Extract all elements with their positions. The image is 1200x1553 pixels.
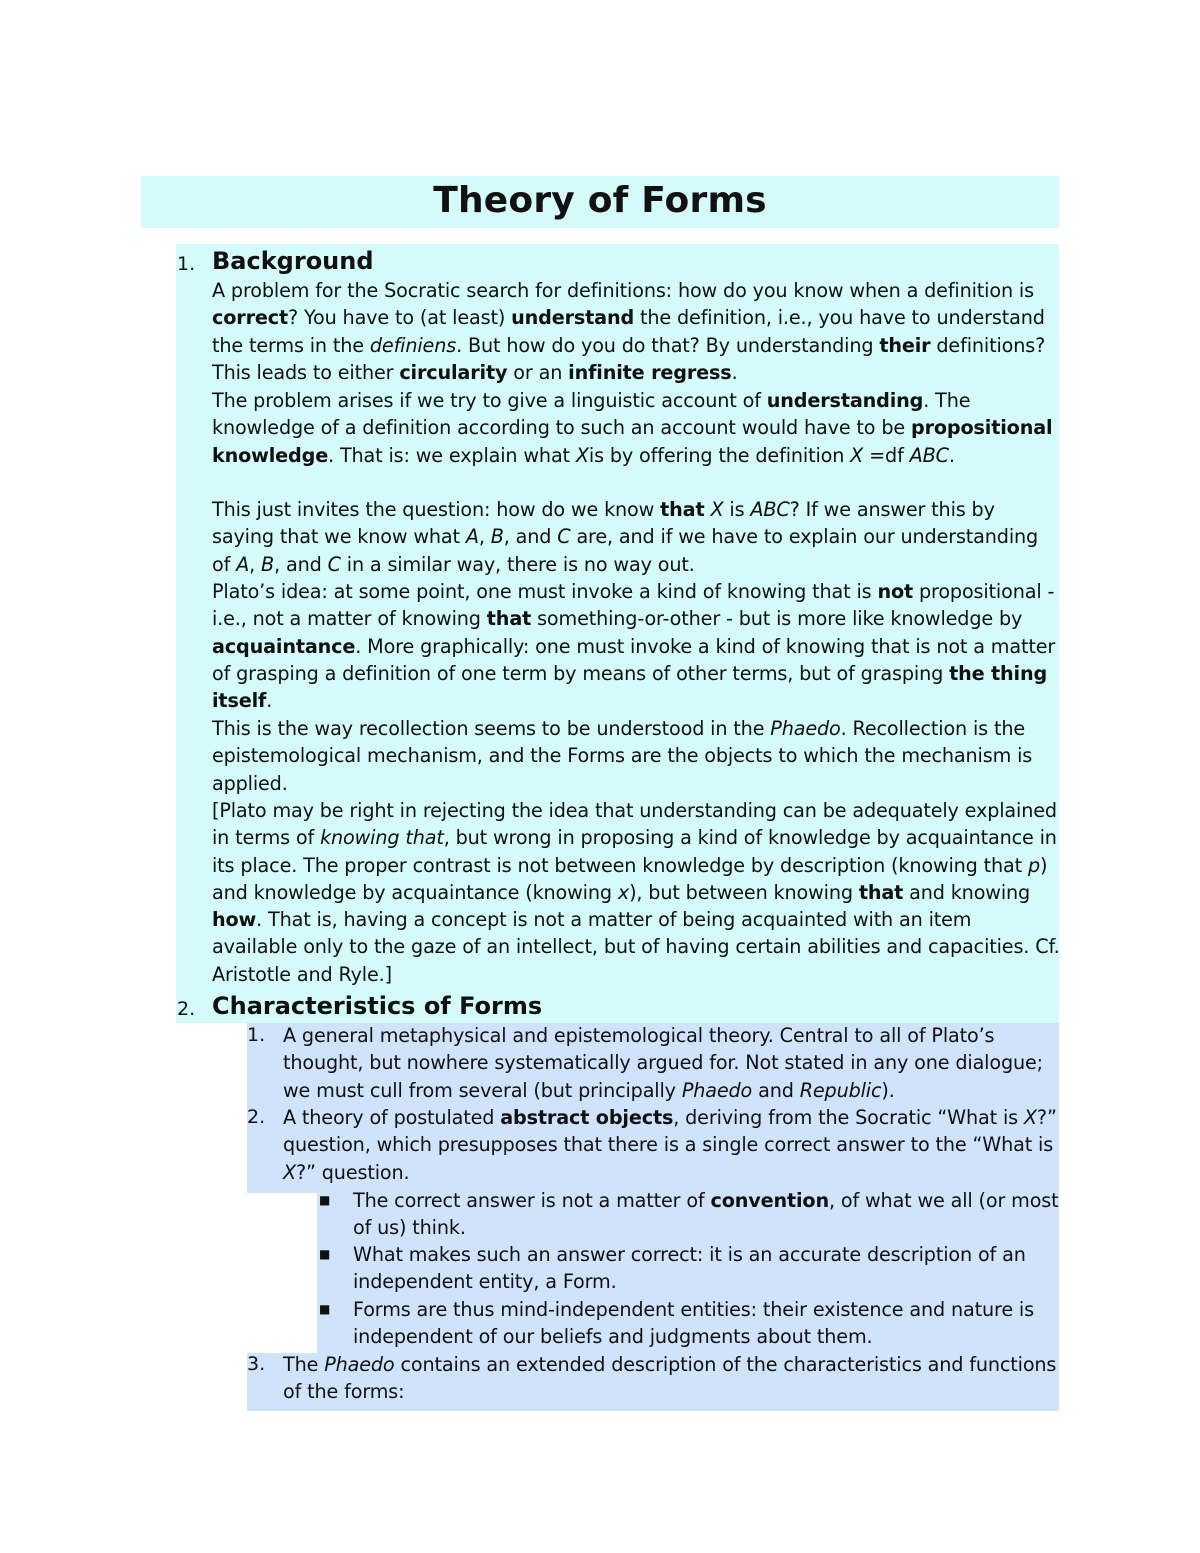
text-run: , — [249, 552, 262, 576]
text-run: , but wrong in proposing a kind of knowledge by acquaintance in its place. The proper contrast is not between knowledge by description (knowing that — [212, 826, 1057, 877]
emphasis-italic: A — [236, 552, 250, 576]
text-run: A problem for the Socratic search for definitions: how do you know when a definition is — [212, 279, 1034, 302]
paragraph-question — [212, 496, 1062, 578]
emphasis-italic: definiens — [369, 333, 457, 357]
title-band — [141, 176, 1059, 228]
emphasis-bold: correct — [212, 306, 288, 330]
text-run: What makes such an answer correct: it is an accurate description of an independent entity, a Form. — [353, 1243, 1026, 1294]
emphasis-bold: how — [212, 908, 257, 932]
bullet-1-text — [353, 1187, 1063, 1242]
bullet-2-text — [353, 1241, 1063, 1296]
emphasis-bold: not — [877, 580, 914, 603]
text-run: . — [948, 443, 955, 467]
bullet-square-icon: ■ — [319, 1302, 331, 1316]
paragraph-recollection — [212, 715, 1062, 797]
emphasis-bold: acquaintance — [212, 634, 356, 658]
text-run: something-or-other - but is more like knowledge by — [531, 607, 1023, 631]
emphasis-italic: X — [710, 498, 724, 521]
emphasis-italic: B — [261, 552, 275, 576]
text-run: ? If we answer this by saying that we know what — [212, 498, 995, 549]
text-run: the definition, i.e., you have to understand the terms in the — [212, 306, 1045, 357]
emphasis-italic: Phaedo — [324, 1353, 395, 1376]
emphasis-bold: convention — [710, 1189, 829, 1212]
emphasis-bold: their — [879, 333, 931, 357]
text-run: or an — [507, 360, 569, 384]
text-run: Plato’s idea: at some point, one must invoke a kind of knowing that is — [212, 580, 878, 603]
emphasis-italic: X — [575, 443, 589, 467]
text-run: , — [478, 525, 491, 549]
emphasis-italic: x — [617, 880, 630, 904]
emphasis-italic: p — [1027, 853, 1040, 877]
page-title: Theory of Forms — [433, 180, 767, 221]
emphasis-italic: A — [465, 525, 479, 549]
subitem-2-text — [283, 1104, 1063, 1186]
emphasis-italic: C — [327, 552, 341, 576]
emphasis-bold: abstract objects — [500, 1106, 674, 1129]
bullet-square-icon: ■ — [319, 1247, 331, 1261]
text-run: ?” question, which presupposes that there is a single correct answer to the “What is — [283, 1106, 1057, 1157]
text-run: . The knowledge of a definition according to such an account would have to be — [212, 389, 971, 440]
text-run: . — [266, 689, 273, 713]
emphasis-italic: X — [850, 443, 864, 467]
bullet-square-icon: ■ — [319, 1193, 331, 1207]
emphasis-bold: that — [486, 607, 532, 631]
text-run: is — [723, 498, 751, 521]
paragraph-linguistic-account — [212, 387, 1062, 469]
text-run: A theory of postulated — [283, 1106, 501, 1129]
subitem-1-text — [283, 1022, 1063, 1104]
emphasis-bold: circularity — [399, 360, 508, 384]
text-run: ? You have to (at least) — [288, 306, 512, 330]
subitem-3-text — [283, 1351, 1063, 1406]
text-run: ) and knowledge by acquaintance (knowing — [212, 853, 1048, 904]
text-run: . Recollection is the epistemological mechanism, and the Forms are the objects to which the mechanism is applied. — [212, 717, 1033, 795]
text-run: . That is, having a concept is not a matter of being acquainted with an item available only to the gaze of an intellect, but of having certain abilities and capacities. Cf. Aristotle and Ryle.] — [212, 908, 1060, 986]
paragraph-definitions-problem — [212, 277, 1062, 386]
emphasis-italic: ABC — [750, 498, 790, 521]
section-2-heading: Characteristics of Forms — [212, 992, 543, 1020]
emphasis-bold: infinite regress — [568, 360, 732, 384]
text-run: ), but between knowing — [629, 880, 859, 904]
emphasis-bold: understand — [511, 306, 635, 330]
text-run: . That is: we explain what — [328, 443, 576, 467]
text-run: =df — [863, 443, 910, 467]
text-run: . — [731, 360, 738, 384]
subitem-3-number: 3. — [247, 1353, 266, 1375]
text-run: and — [752, 1078, 800, 1102]
emphasis-bold: understanding — [766, 389, 924, 412]
emphasis-italic: Republic — [799, 1078, 882, 1102]
text-run: in a similar way, there is no way out. — [340, 552, 695, 576]
section-1-number: 1. — [177, 253, 196, 275]
section-2-number: 2. — [177, 998, 196, 1020]
section-1-heading: Background — [212, 247, 374, 275]
paragraph-platos-idea — [212, 578, 1062, 714]
text-run: A general metaphysical and epistemological theory. Central to all of Plato’s thought, but nowhere systematically argued for. Not stated in any one dialogue; we must cull from several (but principally — [283, 1024, 1043, 1102]
text-run: propositional - i.e., not a matter of knowing — [212, 580, 1055, 631]
bullet-3-text — [353, 1296, 1063, 1351]
text-run: [Plato may be right in rejecting the idea that understanding can be adequately explained in terms of — [212, 799, 1057, 850]
emphasis-italic: knowing that — [320, 826, 444, 850]
text-run: Forms are thus mind-independent entities: their existence and nature is independent of our beliefs and judgments about them. — [353, 1298, 1034, 1349]
text-run: This is the way recollection seems to be understood in the — [212, 717, 771, 740]
text-run: , of what we all (or most of us) think. — [353, 1189, 1059, 1240]
emphasis-italic: Phaedo — [770, 717, 841, 740]
text-run: and knowing — [903, 880, 1031, 904]
emphasis-italic: B — [490, 525, 504, 549]
text-run: , deriving from the Socratic “What is — [673, 1106, 1024, 1129]
subitem-1-number: 1. — [247, 1024, 266, 1046]
emphasis-bold: propositional knowledge — [212, 416, 1053, 467]
text-run: , and — [274, 552, 328, 576]
emphasis-italic: ABC — [909, 443, 949, 467]
text-run: The problem arises if we try to give a linguistic account of — [212, 389, 767, 412]
text-run: This just invites the question: how do we know — [212, 498, 661, 521]
text-run: . But how do you do that? By understanding — [456, 333, 880, 357]
emphasis-bold: that — [660, 498, 705, 521]
subitem-2-number: 2. — [247, 1106, 266, 1128]
emphasis-italic: C — [557, 525, 571, 549]
text-run: are, and if we have to explain our understanding of — [212, 525, 1039, 576]
emphasis-bold: that — [858, 880, 904, 904]
text-run: definitions? This leads to either — [212, 333, 1046, 384]
text-run: The correct answer is not a matter of — [353, 1189, 711, 1212]
emphasis-bold: the thing itself — [212, 661, 1048, 713]
text-run: is by offering the definition — [588, 443, 851, 467]
text-run: contains an extended description of the characteristics and functions of the forms: — [283, 1353, 1057, 1404]
text-run: ?” question. — [296, 1160, 410, 1184]
text-run: The — [283, 1353, 325, 1376]
emphasis-italic: X — [1023, 1106, 1037, 1129]
text-run: ). — [881, 1078, 895, 1102]
emphasis-italic: X — [283, 1160, 296, 1184]
text-run: . More graphically: one must invoke a kind of knowing that is not a matter of grasping a definition of one term by means of other terms, but of grasping — [212, 634, 1056, 685]
emphasis-italic: Phaedo — [681, 1078, 753, 1102]
paragraph-critique — [212, 797, 1062, 988]
text-run: , and — [503, 525, 558, 549]
